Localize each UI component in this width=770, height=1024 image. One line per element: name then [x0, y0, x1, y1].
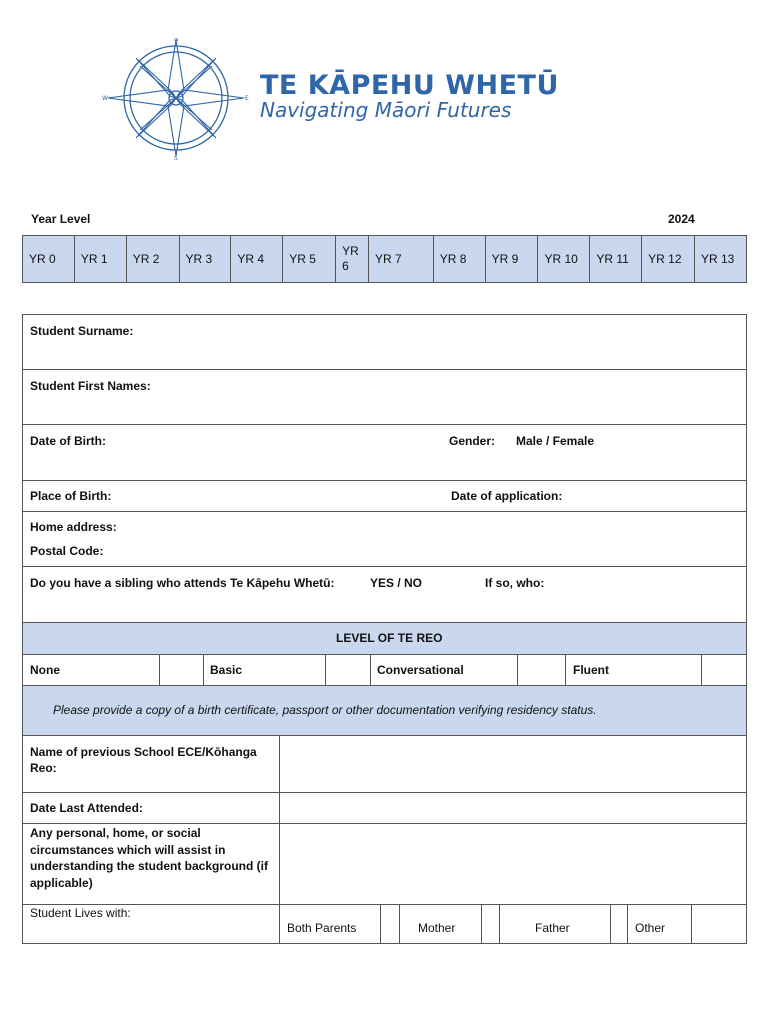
- date-last-attended-field[interactable]: [281, 793, 746, 822]
- lives-with-both-parents: Both Parents: [287, 921, 357, 935]
- cell-line: [370, 654, 371, 685]
- cell-line: [399, 904, 400, 943]
- reo-checkbox-none[interactable]: [160, 655, 203, 684]
- date-of-application-label[interactable]: Date of application:: [451, 489, 563, 503]
- postal-code-label[interactable]: Postal Code:: [30, 544, 104, 558]
- cell-line: [203, 654, 204, 685]
- lives-with-father: Father: [535, 921, 570, 935]
- year-cell[interactable]: YR 12: [642, 236, 695, 283]
- year-cell[interactable]: YR 5: [283, 236, 336, 283]
- sibling-who-label[interactable]: If so, who:: [485, 576, 545, 590]
- reo-option-none: None: [30, 663, 60, 677]
- circumstances-label: Any personal, home, or social circumstances which will assist in understanding the student background (if applicable): [30, 826, 268, 890]
- year-cell[interactable]: YR 1: [74, 236, 126, 283]
- previous-school-label: Name of previous School ECE/Kōhanga Reo:: [30, 745, 257, 775]
- checkbox-both-parents[interactable]: [381, 905, 399, 942]
- reo-checkbox-basic[interactable]: [326, 655, 370, 684]
- date-last-attended-label: Date Last Attended:: [30, 801, 143, 815]
- logo-subtitle: Navigating Māori Futures: [260, 98, 512, 122]
- surname-label[interactable]: Student Surname:: [30, 324, 134, 338]
- year-cell[interactable]: YR 0: [23, 236, 75, 283]
- gender-options[interactable]: Male / Female: [516, 434, 595, 448]
- reo-heading: LEVEL OF TE REO: [336, 631, 443, 645]
- reo-option-fluent: Fluent: [573, 663, 609, 677]
- divider: [22, 566, 747, 567]
- checkbox-other[interactable]: [692, 905, 746, 942]
- year-label: 2024: [668, 212, 695, 226]
- sibling-options[interactable]: YES / NO: [370, 576, 423, 590]
- year-cell[interactable]: YR 9: [485, 236, 538, 283]
- lives-with-other: Other: [635, 921, 666, 935]
- compass-e: E: [245, 95, 249, 102]
- divider: [22, 369, 747, 370]
- year-cell[interactable]: YR 6: [336, 236, 369, 283]
- checkbox-mother[interactable]: [482, 905, 499, 942]
- logo-title: TE KĀPEHU WHETŪ: [260, 70, 559, 101]
- year-level-table: [22, 235, 747, 283]
- compass-s: S: [174, 155, 178, 162]
- cell-line: [565, 654, 566, 685]
- dob-label[interactable]: Date of Birth:: [30, 434, 106, 448]
- home-address-label[interactable]: Home address:: [30, 520, 117, 534]
- reo-option-basic: Basic: [210, 663, 243, 677]
- year-cell[interactable]: YR 7: [369, 236, 434, 283]
- checkbox-father[interactable]: [611, 905, 627, 942]
- circumstances-field[interactable]: [281, 824, 746, 903]
- year-level-label: Year Level: [31, 212, 91, 226]
- year-cell[interactable]: YR 3: [179, 236, 231, 283]
- column-line: [279, 735, 280, 943]
- first-names-label[interactable]: Student First Names:: [30, 379, 151, 393]
- reo-checkbox-conversational[interactable]: [518, 655, 565, 684]
- year-cell[interactable]: YR 13: [695, 236, 747, 283]
- previous-school-field[interactable]: [281, 736, 746, 791]
- divider: [22, 511, 747, 512]
- year-cell[interactable]: YR 10: [538, 236, 590, 283]
- year-cell[interactable]: YR 11: [590, 236, 642, 283]
- gender-label: Gender:: [449, 434, 496, 448]
- place-of-birth-label[interactable]: Place of Birth:: [30, 489, 112, 503]
- reo-checkbox-fluent[interactable]: [702, 655, 746, 684]
- cell-line: [499, 904, 500, 943]
- compass-rose-icon: [100, 38, 252, 162]
- year-cell[interactable]: YR 8: [433, 236, 485, 283]
- school-logo: [100, 38, 252, 162]
- reo-option-conversational: Conversational: [377, 663, 464, 677]
- sibling-question: Do you have a sibling who attends Te Kāpehu Whetū:: [30, 576, 335, 590]
- compass-n: N: [174, 38, 179, 43]
- year-cell[interactable]: YR 2: [126, 236, 179, 283]
- year-cell[interactable]: YR 4: [231, 236, 283, 283]
- compass-w: W: [102, 95, 108, 102]
- divider: [22, 424, 747, 425]
- divider: [22, 480, 747, 481]
- notice-text: Please provide a copy of a birth certificate, passport or other documentation verifying residency status.: [53, 703, 597, 717]
- lives-with-mother: Mother: [418, 921, 456, 935]
- lives-with-label: Student Lives with:: [30, 906, 131, 920]
- cell-line: [627, 904, 628, 943]
